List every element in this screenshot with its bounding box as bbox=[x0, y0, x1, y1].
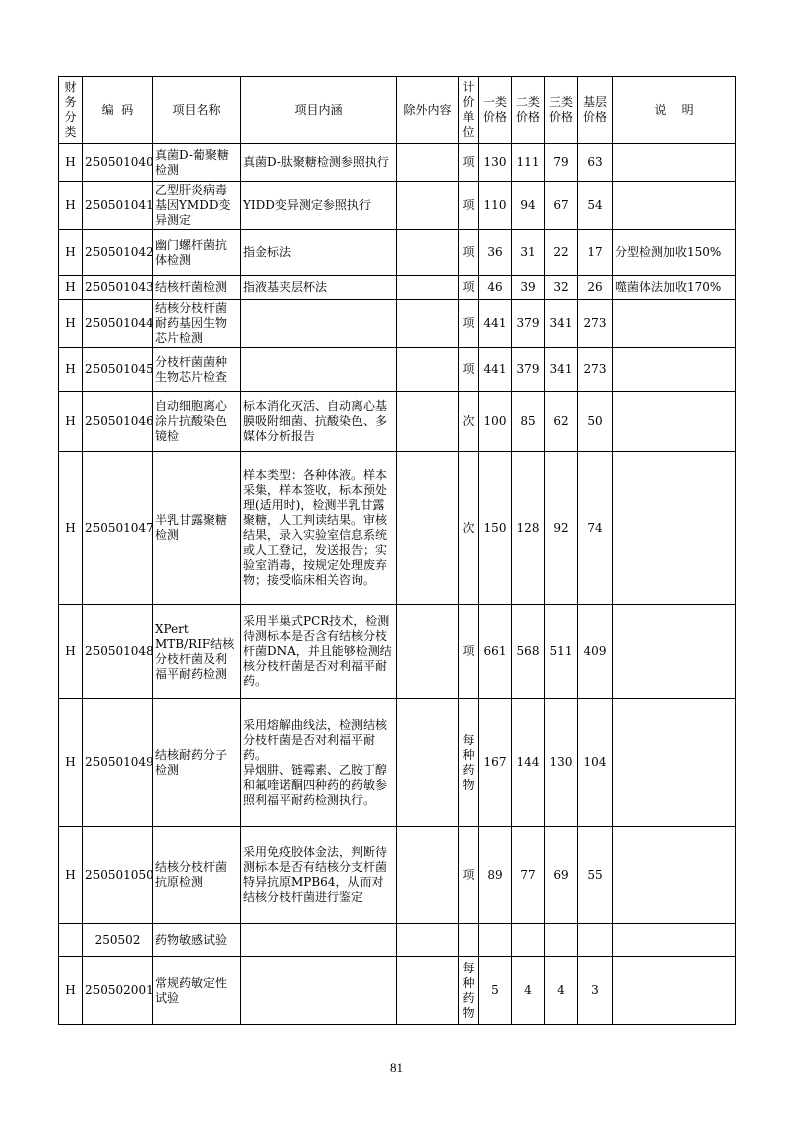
row-unit: 项 bbox=[459, 348, 479, 392]
row-category: H bbox=[59, 348, 83, 392]
row-exclude bbox=[397, 300, 459, 348]
row-note bbox=[613, 300, 736, 348]
row-exclude bbox=[397, 605, 459, 699]
row-note bbox=[613, 348, 736, 392]
row-base: 409 bbox=[578, 605, 613, 699]
header-name: 项目名称 bbox=[153, 77, 241, 144]
row-note bbox=[613, 957, 736, 1025]
row-code: 250501040 bbox=[83, 144, 153, 182]
row-name: 结核分枝杆菌抗原检测 bbox=[153, 827, 241, 924]
row-base: 74 bbox=[578, 452, 613, 605]
row-code: 250502001 bbox=[83, 957, 153, 1025]
page-number: 81 bbox=[390, 1060, 403, 1075]
row-unit: 项 bbox=[459, 276, 479, 300]
row-price1: 36 bbox=[479, 230, 512, 276]
row-note bbox=[613, 182, 736, 230]
row-unit: 次 bbox=[459, 392, 479, 452]
row-price2: 379 bbox=[512, 348, 545, 392]
row-price3: 4 bbox=[545, 957, 578, 1025]
header-price1: 一类价格 bbox=[479, 77, 512, 144]
row-note bbox=[613, 699, 736, 827]
row-price3: 32 bbox=[545, 276, 578, 300]
row-name: 真菌D-葡聚糖检测 bbox=[153, 144, 241, 182]
row-name: 结核杆菌检测 bbox=[153, 276, 241, 300]
header-unit: 计价单位 bbox=[459, 77, 479, 144]
row-price1: 441 bbox=[479, 300, 512, 348]
row-category bbox=[59, 924, 83, 957]
row-exclude bbox=[397, 182, 459, 230]
row-code: 250501044 bbox=[83, 300, 153, 348]
row-code: 250501047 bbox=[83, 452, 153, 605]
row-price1: 5 bbox=[479, 957, 512, 1025]
header-base: 基层价格 bbox=[578, 77, 613, 144]
header-code: 编 码 bbox=[83, 77, 153, 144]
row-price2: 111 bbox=[512, 144, 545, 182]
row-name: 幽门螺杆菌抗体检测 bbox=[153, 230, 241, 276]
row-exclude bbox=[397, 276, 459, 300]
row-base: 3 bbox=[578, 957, 613, 1025]
row-name: 药物敏感试验 bbox=[153, 924, 241, 957]
row-base: 104 bbox=[578, 699, 613, 827]
row-base: 17 bbox=[578, 230, 613, 276]
row-price2: 85 bbox=[512, 392, 545, 452]
row-note bbox=[613, 452, 736, 605]
table-row bbox=[59, 957, 736, 1025]
row-base: 273 bbox=[578, 300, 613, 348]
header-price3: 三类价格 bbox=[545, 77, 578, 144]
row-content bbox=[241, 300, 397, 348]
header-category: 财务分类 bbox=[59, 77, 83, 144]
row-exclude bbox=[397, 957, 459, 1025]
header-content: 项目内涵 bbox=[241, 77, 397, 144]
row-price3: 92 bbox=[545, 452, 578, 605]
row-unit: 项 bbox=[459, 230, 479, 276]
row-price1: 441 bbox=[479, 348, 512, 392]
row-code: 250501045 bbox=[83, 348, 153, 392]
row-price1: 89 bbox=[479, 827, 512, 924]
row-note bbox=[613, 827, 736, 924]
header-exclude: 除外内容 bbox=[397, 77, 459, 144]
row-unit: 项 bbox=[459, 182, 479, 230]
row-content: 采用半巢式PCR技术，检测待测标本是否含有结核分枝杆菌DNA，并且能够检测结核分枝杆菌是否对利福平耐药。 bbox=[241, 605, 397, 699]
row-code: 250501043 bbox=[83, 276, 153, 300]
row-exclude bbox=[397, 699, 459, 827]
row-price1: 167 bbox=[479, 699, 512, 827]
row-base: 63 bbox=[578, 144, 613, 182]
row-note bbox=[613, 392, 736, 452]
row-note bbox=[613, 605, 736, 699]
row-name: 半乳甘露聚糖检测 bbox=[153, 452, 241, 605]
row-name: 分枝杆菌菌种生物芯片检查 bbox=[153, 348, 241, 392]
row-price2: 4 bbox=[512, 957, 545, 1025]
row-exclude bbox=[397, 452, 459, 605]
table-row bbox=[59, 230, 736, 276]
row-unit: 项 bbox=[459, 605, 479, 699]
row-exclude bbox=[397, 230, 459, 276]
row-category: H bbox=[59, 182, 83, 230]
row-note: 噬菌体法加收170% bbox=[613, 276, 736, 300]
row-category: H bbox=[59, 452, 83, 605]
row-price1: 110 bbox=[479, 182, 512, 230]
table-row bbox=[59, 182, 736, 230]
row-price1: 46 bbox=[479, 276, 512, 300]
row-price2 bbox=[512, 924, 545, 957]
row-price1: 661 bbox=[479, 605, 512, 699]
row-unit: 次 bbox=[459, 452, 479, 605]
row-unit: 项 bbox=[459, 300, 479, 348]
row-name: 结核耐药分子检测 bbox=[153, 699, 241, 827]
row-price3 bbox=[545, 924, 578, 957]
row-exclude bbox=[397, 144, 459, 182]
header-row bbox=[59, 77, 736, 144]
row-code: 250502 bbox=[83, 924, 153, 957]
row-category: H bbox=[59, 699, 83, 827]
row-code: 250501046 bbox=[83, 392, 153, 452]
table-row bbox=[59, 300, 736, 348]
row-base: 54 bbox=[578, 182, 613, 230]
row-price3: 67 bbox=[545, 182, 578, 230]
row-base: 26 bbox=[578, 276, 613, 300]
row-note: 分型检测加收150% bbox=[613, 230, 736, 276]
row-name: XPert MTB/RIF结核分枝杆菌及利福平耐药检测 bbox=[153, 605, 241, 699]
row-unit: 每种药物 bbox=[459, 957, 479, 1025]
table-row bbox=[59, 276, 736, 300]
row-name: 常规药敏定性试验 bbox=[153, 957, 241, 1025]
row-price3: 79 bbox=[545, 144, 578, 182]
row-category: H bbox=[59, 300, 83, 348]
row-content: 指金标法 bbox=[241, 230, 397, 276]
row-category: H bbox=[59, 276, 83, 300]
row-base: 273 bbox=[578, 348, 613, 392]
row-price2: 128 bbox=[512, 452, 545, 605]
row-unit bbox=[459, 924, 479, 957]
row-price3: 341 bbox=[545, 300, 578, 348]
row-content: 采用熔解曲线法，检测结核分枝杆菌是否对利福平耐药。 异烟肼、链霉素、乙胺丁醇和氟喹诺酮四种药的药敏参照利福平耐药检测执行。 bbox=[241, 699, 397, 827]
row-price2: 379 bbox=[512, 300, 545, 348]
row-content: 真菌D-肽聚糖检测参照执行 bbox=[241, 144, 397, 182]
row-content: 样本类型：各种体液。样本采集，样本签收，标本预处理(适用时)，检测半乳甘露聚糖，人工判读结果。审核结果，录入实验室信息系统或人工登记，发送报告；实验室消毒，按规定处理废弃物；接受临床相关咨询。 bbox=[241, 452, 397, 605]
row-content bbox=[241, 924, 397, 957]
table-row bbox=[59, 392, 736, 452]
header-price2: 二类价格 bbox=[512, 77, 545, 144]
row-code: 250501050 bbox=[83, 827, 153, 924]
row-content: 指液基夹层杯法 bbox=[241, 276, 397, 300]
row-exclude bbox=[397, 827, 459, 924]
table-row bbox=[59, 924, 736, 957]
row-name: 乙型肝炎病毒基因YMDD变异测定 bbox=[153, 182, 241, 230]
row-price3: 130 bbox=[545, 699, 578, 827]
row-unit: 项 bbox=[459, 827, 479, 924]
row-code: 250501041 bbox=[83, 182, 153, 230]
row-price3: 62 bbox=[545, 392, 578, 452]
row-content: 标本消化灭活、自动离心基膜吸附细菌、抗酸染色、多媒体分析报告 bbox=[241, 392, 397, 452]
row-code: 250501048 bbox=[83, 605, 153, 699]
row-category: H bbox=[59, 827, 83, 924]
row-price2: 77 bbox=[512, 827, 545, 924]
row-category: H bbox=[59, 957, 83, 1025]
row-category: H bbox=[59, 144, 83, 182]
row-name: 自动细胞离心涂片抗酸染色镜检 bbox=[153, 392, 241, 452]
row-exclude bbox=[397, 392, 459, 452]
row-price3: 341 bbox=[545, 348, 578, 392]
row-content bbox=[241, 348, 397, 392]
row-category: H bbox=[59, 605, 83, 699]
row-price1: 150 bbox=[479, 452, 512, 605]
row-code: 250501042 bbox=[83, 230, 153, 276]
row-base bbox=[578, 924, 613, 957]
header-notes: 说 明 bbox=[613, 77, 736, 144]
table-row bbox=[59, 348, 736, 392]
table-row bbox=[59, 699, 736, 827]
table-row bbox=[59, 827, 736, 924]
row-price2: 568 bbox=[512, 605, 545, 699]
table-row bbox=[59, 452, 736, 605]
row-price1 bbox=[479, 924, 512, 957]
row-unit: 项 bbox=[459, 144, 479, 182]
row-code: 250501049 bbox=[83, 699, 153, 827]
row-content: YIDD变异测定参照执行 bbox=[241, 182, 397, 230]
row-price2: 144 bbox=[512, 699, 545, 827]
row-price2: 94 bbox=[512, 182, 545, 230]
row-price1: 130 bbox=[479, 144, 512, 182]
row-price3: 69 bbox=[545, 827, 578, 924]
pricing-table bbox=[58, 76, 736, 1025]
row-note bbox=[613, 144, 736, 182]
table-row bbox=[59, 605, 736, 699]
table-body bbox=[59, 144, 736, 1025]
row-content bbox=[241, 957, 397, 1025]
row-category: H bbox=[59, 392, 83, 452]
row-content: 采用免疫胶体金法，判断待测标本是否有结核分支杆菌特异抗原MPB64，从而对结核分枝杆菌进行鉴定 bbox=[241, 827, 397, 924]
row-unit: 每种药物 bbox=[459, 699, 479, 827]
row-price3: 511 bbox=[545, 605, 578, 699]
row-price2: 39 bbox=[512, 276, 545, 300]
row-base: 50 bbox=[578, 392, 613, 452]
row-price1: 100 bbox=[479, 392, 512, 452]
row-note bbox=[613, 924, 736, 957]
row-price3: 22 bbox=[545, 230, 578, 276]
row-category: H bbox=[59, 230, 83, 276]
row-name: 结核分枝杆菌耐药基因生物芯片检测 bbox=[153, 300, 241, 348]
table-row bbox=[59, 144, 736, 182]
row-price2: 31 bbox=[512, 230, 545, 276]
row-base: 55 bbox=[578, 827, 613, 924]
row-exclude bbox=[397, 348, 459, 392]
row-exclude bbox=[397, 924, 459, 957]
